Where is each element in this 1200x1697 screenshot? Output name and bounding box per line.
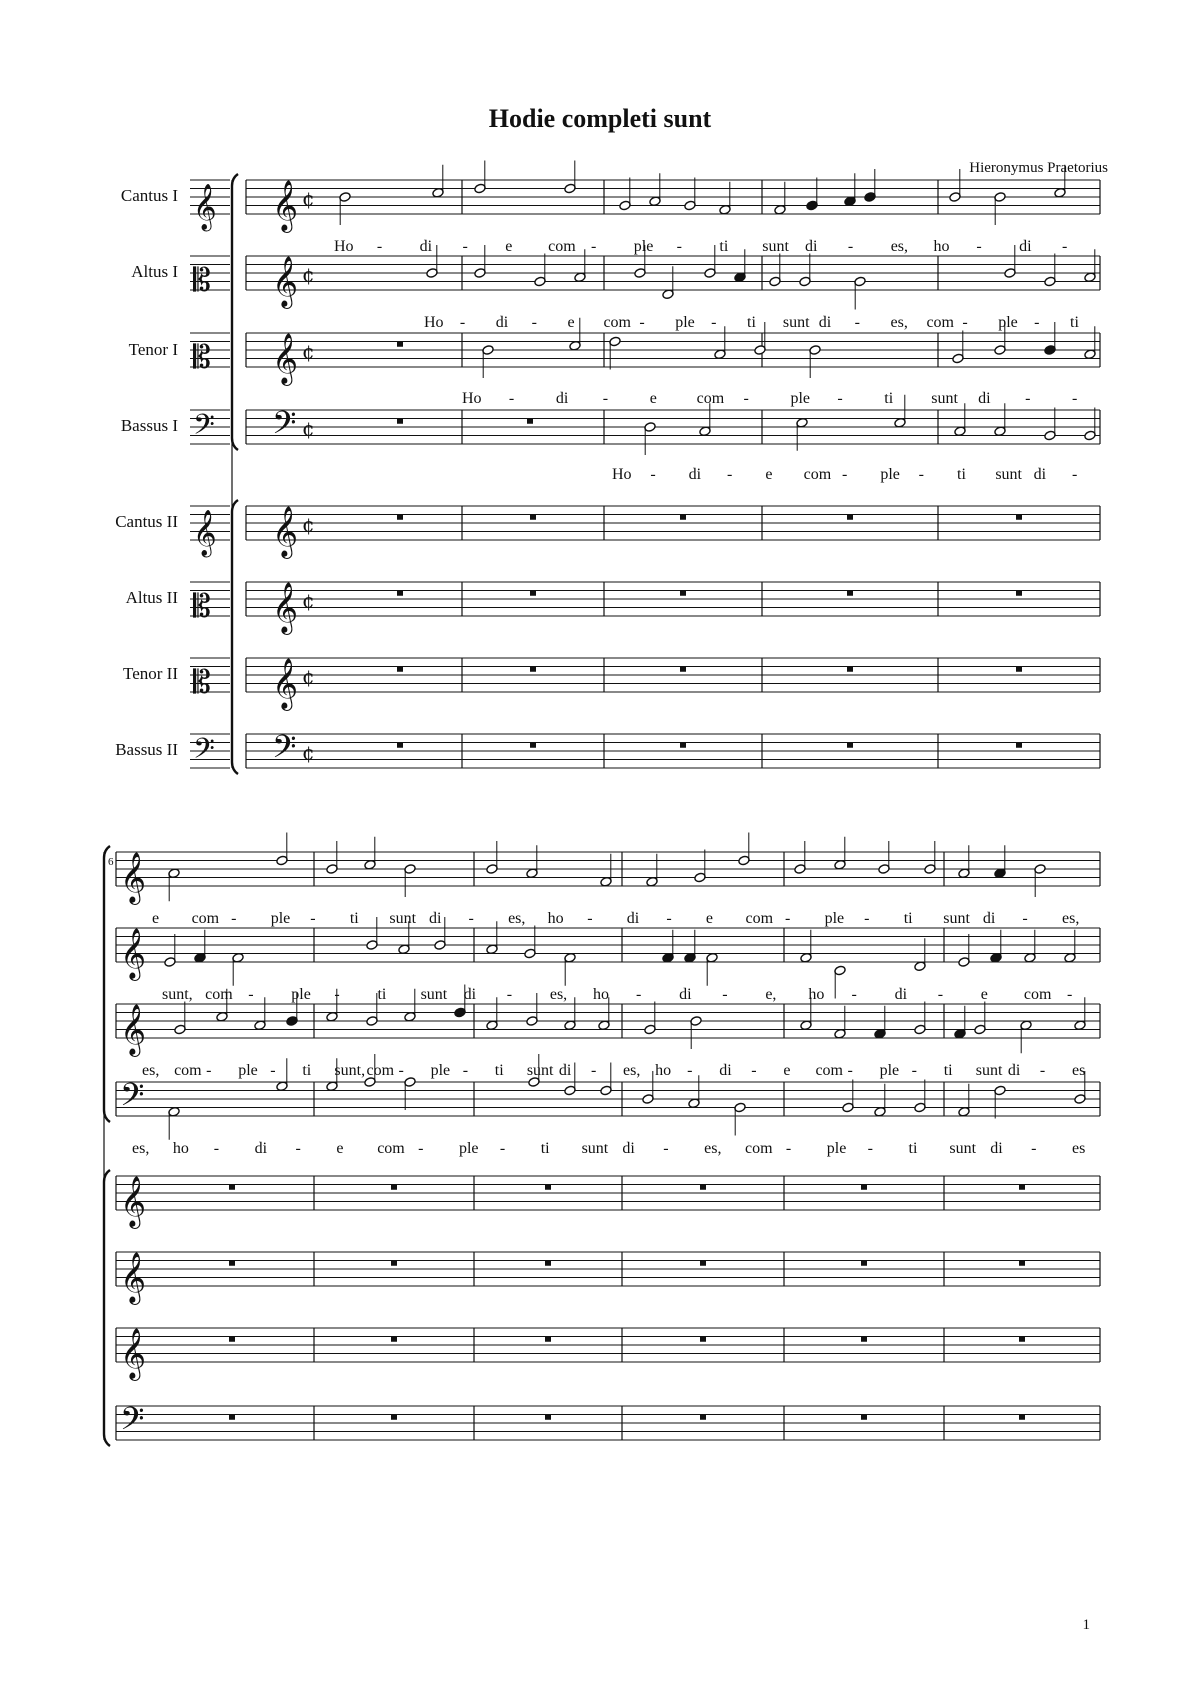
lyric-bassus-1-syllable: - <box>418 1140 424 1157</box>
clef: 𝄞 <box>272 506 299 557</box>
lyric-cantus-1-syllable: di <box>626 910 640 927</box>
lyric-cantus-1-syllable: - <box>590 238 597 255</box>
lyric-cantus-1-syllable: di <box>805 238 818 255</box>
measure-rest <box>229 1337 235 1342</box>
lyric-bassus-1-syllable: - <box>867 1140 873 1157</box>
lyric-cantus-1-syllable: - <box>666 910 672 927</box>
lyric-bassus-1-syllable: - <box>1072 466 1078 483</box>
lyric-cantus-1-syllable: ple <box>270 910 291 927</box>
lyric-bassus-1-syllable: com <box>745 1140 773 1157</box>
lyric-cantus-1-syllable: ple <box>633 238 654 255</box>
clef: 𝄞 <box>272 256 299 307</box>
instrument-label-tenor-1: Tenor I <box>128 340 178 359</box>
time-signature: ¢ <box>302 339 315 364</box>
measure-rest <box>391 1415 397 1420</box>
instrument-label-bassus-2: Bassus II <box>115 740 178 759</box>
lyric-tenor-1-syllable: - <box>837 390 843 407</box>
lyric-tenor-1-syllable: ti <box>884 390 894 407</box>
lyric-cantus-1-syllable: e <box>152 910 160 927</box>
lyric-tenor-1-syllable: - <box>743 390 749 407</box>
lyric-tenor-1-syllable: Ho <box>462 390 482 407</box>
lyric-cantus-1-syllable: sunt <box>943 910 970 927</box>
incipit-clef: 𝄡 <box>193 338 211 376</box>
lyric-cantus-1-syllable: ho <box>933 238 950 255</box>
lyric-tenor-1-syllable: di <box>558 1062 572 1079</box>
lyric-tenor-1-syllable: - <box>1039 1062 1046 1079</box>
measure-rest <box>397 743 403 748</box>
lyric-bassus-1-syllable: ti <box>908 1140 918 1157</box>
lyric-cantus-1-syllable: ti <box>719 238 729 255</box>
measure-rest <box>530 515 536 520</box>
measure-rest <box>545 1415 551 1420</box>
lyric-tenor-1-syllable: ple <box>790 390 810 407</box>
lyric-altus-1-syllable: di <box>679 986 692 1003</box>
group-bracket <box>104 1170 110 1446</box>
lyric-altus-1-syllable: di <box>495 314 509 331</box>
lyric-bassus-1-syllable: ho <box>172 1140 189 1157</box>
lyric-altus-1-syllable: - <box>851 986 857 1003</box>
measure-rest <box>1019 1415 1025 1420</box>
clef: 𝄞 <box>120 1252 147 1303</box>
page-number: 1 <box>1082 1617 1090 1633</box>
measure-rest <box>530 743 536 748</box>
measure-rest <box>1019 1261 1025 1266</box>
lyric-bassus-1-syllable: com <box>377 1140 405 1157</box>
lyric-tenor-1-syllable: - <box>687 1062 693 1079</box>
clef: 𝄞 <box>272 180 299 231</box>
lyric-tenor-1-syllable: di <box>978 390 991 407</box>
lyric-tenor-1-syllable: - <box>206 1062 212 1079</box>
lyric-altus-1-syllable: com <box>205 986 233 1003</box>
lyric-bassus-1-syllable: ti <box>957 466 966 483</box>
lyric-tenor-1-syllable: sunt, <box>334 1062 366 1079</box>
instrument-label-tenor-2: Tenor II <box>123 664 178 683</box>
lyric-tenor-1-syllable: - <box>508 390 515 407</box>
lyric-bassus-1-syllable: ple <box>458 1140 479 1157</box>
lyric-altus-1-syllable: ple <box>998 314 1018 331</box>
measure-rest <box>397 591 403 596</box>
lyric-bassus-1-syllable: - <box>727 466 733 483</box>
measure-rest <box>1016 591 1022 596</box>
lyric-tenor-1-syllable: - <box>270 1062 276 1079</box>
measure-rest <box>527 419 533 424</box>
measure-rest <box>680 591 686 596</box>
lyric-cantus-1-syllable: - <box>676 238 682 255</box>
measure-rest <box>545 1261 551 1266</box>
lyric-tenor-1-syllable: ple <box>238 1062 258 1079</box>
measure-rest <box>1016 515 1022 520</box>
measure-rest <box>391 1185 397 1190</box>
lyric-tenor-1-syllable: - <box>751 1062 757 1079</box>
lyric-cantus-1-syllable: com <box>191 910 220 927</box>
measure-rest <box>847 667 853 672</box>
lyric-altus-1-syllable: di <box>894 986 908 1003</box>
lyric-altus-1-syllable: - <box>636 986 642 1003</box>
lyric-altus-1-syllable: - <box>1067 986 1073 1003</box>
lyric-cantus-1-syllable: e <box>505 238 513 255</box>
instrument-label-altus-1: Altus I <box>131 262 178 281</box>
lyric-tenor-1-syllable: com <box>815 1062 843 1079</box>
lyric-tenor-1-syllable: - <box>398 1062 404 1079</box>
incipit-clef: 𝄞 <box>193 510 217 556</box>
lyric-bassus-1-syllable: Ho <box>612 466 632 483</box>
lyric-altus-1-syllable: di <box>463 986 477 1003</box>
lyric-altus-1-syllable: - <box>531 314 537 331</box>
lyric-tenor-1-syllable: ho <box>655 1062 672 1079</box>
lyric-cantus-1-syllable: e <box>705 910 714 927</box>
measure-rest <box>861 1261 867 1266</box>
clef: 𝄞 <box>120 928 147 979</box>
lyric-bassus-1-syllable: di <box>1033 466 1047 483</box>
lyric-tenor-1-syllable: sunt <box>975 1062 1003 1079</box>
measure-rest <box>700 1261 706 1266</box>
lyric-bassus-1-syllable: ple <box>826 1140 847 1157</box>
measure-rest <box>1016 667 1022 672</box>
lyric-cantus-1-syllable: - <box>376 238 383 255</box>
lyric-altus-1-syllable: ti <box>1070 314 1079 331</box>
lyric-altus-1-syllable: - <box>459 314 466 331</box>
lyric-cantus-1-syllable: ple <box>824 910 845 927</box>
clef: 𝄞 <box>272 658 299 709</box>
lyric-bassus-1-syllable: sunt <box>949 1140 977 1157</box>
lyric-altus-1-syllable: - <box>722 986 728 1003</box>
measure-rest <box>391 1337 397 1342</box>
lyric-bassus-1-syllable: ti <box>540 1140 550 1157</box>
measure-rest <box>530 591 536 596</box>
lyric-altus-1-syllable: ple <box>291 986 311 1003</box>
lyric-tenor-1-syllable: com <box>696 390 725 407</box>
lyric-tenor-1-syllable: - <box>1025 390 1031 407</box>
lyric-bassus-1-syllable: - <box>785 1140 792 1157</box>
incipit-clef: 𝄢 <box>193 408 215 449</box>
lyric-tenor-1-syllable: ti <box>494 1062 504 1079</box>
lyric-cantus-1-syllable: di <box>1019 238 1032 255</box>
piece-title: Hodie completi sunt <box>488 104 712 133</box>
lyric-cantus-1-syllable: - <box>847 238 854 255</box>
measure-rest <box>397 342 403 347</box>
lyric-bassus-1-syllable: e <box>336 1140 344 1157</box>
lyric-tenor-1-syllable: es, <box>623 1062 641 1079</box>
lyric-cantus-1-syllable: - <box>231 910 237 927</box>
incipit-clef: 𝄡 <box>193 261 211 299</box>
measure-rest <box>229 1185 235 1190</box>
lyric-tenor-1-syllable: - <box>590 1062 597 1079</box>
lyric-cantus-1-syllable: ti <box>903 910 913 927</box>
lyric-tenor-1-syllable: com <box>174 1062 202 1079</box>
measure-rest <box>847 515 853 520</box>
lyric-altus-1-syllable: Ho <box>424 314 444 331</box>
lyric-cantus-1-syllable: - <box>785 910 791 927</box>
lyric-bassus-1-syllable: - <box>499 1140 506 1157</box>
measure-rest <box>391 1261 397 1266</box>
lyric-bassus-1-syllable: di <box>254 1140 268 1157</box>
instrument-label-cantus-1: Cantus I <box>120 186 178 205</box>
instrument-label-altus-2: Altus II <box>125 588 178 607</box>
lyric-tenor-1-syllable: di <box>555 390 569 407</box>
lyric-tenor-1-syllable: com <box>366 1062 395 1079</box>
lyric-cantus-1-syllable: Ho <box>334 238 354 255</box>
measure-rest <box>545 1337 551 1342</box>
clef: 𝄞 <box>120 1004 147 1055</box>
lyric-tenor-1-syllable: di <box>1007 1062 1021 1079</box>
lyric-altus-1-syllable: sunt <box>420 986 448 1003</box>
instrument-label-bassus-1: Bassus I <box>120 416 178 435</box>
measure-rest <box>545 1185 551 1190</box>
lyric-bassus-1-syllable: e <box>765 466 773 483</box>
incipit-clef: 𝄡 <box>193 587 211 625</box>
lyric-altus-1-syllable: - <box>506 986 513 1003</box>
composer-name: Hieronymus Praetorius <box>969 160 1108 176</box>
measure-rest <box>397 419 403 424</box>
lyric-tenor-1-syllable: - <box>847 1062 853 1079</box>
measure-rest <box>680 743 686 748</box>
lyric-tenor-1-syllable: es, <box>142 1062 160 1079</box>
lyric-cantus-1-syllable: - <box>1022 910 1028 927</box>
group-bracket <box>232 174 238 450</box>
lyric-altus-1-syllable: sunt, <box>162 986 193 1003</box>
lyric-bassus-1-syllable: es <box>1072 1140 1086 1157</box>
lyric-bassus-1-syllable: - <box>295 1140 301 1157</box>
lyric-cantus-1-syllable: es, <box>890 238 909 255</box>
lyric-altus-1-syllable: - <box>937 986 944 1003</box>
lyric-cantus-1-syllable: ti <box>349 910 359 927</box>
measure-rest <box>861 1185 867 1190</box>
time-signature: ¢ <box>302 416 315 441</box>
clef: 𝄞 <box>120 1328 147 1379</box>
lyric-cantus-1-syllable: sunt <box>389 910 417 927</box>
lyric-cantus-1-syllable: - <box>310 910 316 927</box>
time-signature: ¢ <box>302 186 315 211</box>
measure-rest <box>397 515 403 520</box>
lyric-bassus-1-syllable: sunt <box>581 1140 609 1157</box>
lyric-tenor-1-syllable: ple <box>430 1062 451 1079</box>
lyric-cantus-1-syllable: ho <box>547 910 564 927</box>
lyric-cantus-1-syllable: com <box>745 910 774 927</box>
lyric-bassus-1-syllable: - <box>650 466 656 483</box>
lyric-bassus-1-syllable: - <box>1031 1140 1037 1157</box>
measure-rest <box>700 1337 706 1342</box>
lyric-altus-1-syllable: di <box>818 314 832 331</box>
lyric-bassus-1-syllable: - <box>213 1140 220 1157</box>
measure-rest <box>861 1337 867 1342</box>
clef: 𝄞 <box>120 1176 147 1227</box>
measure-rest <box>229 1415 235 1420</box>
lyric-cantus-1-syllable: di <box>982 910 996 927</box>
lyric-tenor-1-syllable: es <box>1072 1062 1086 1079</box>
lyric-cantus-1-syllable: es, <box>508 910 526 927</box>
lyric-altus-1-syllable: e <box>567 314 575 331</box>
lyric-altus-1-syllable: ple <box>675 314 695 331</box>
lyric-bassus-1-syllable: sunt <box>995 466 1022 483</box>
lyric-tenor-1-syllable: e <box>783 1062 791 1079</box>
measure-rest <box>1019 1337 1025 1342</box>
measure-rest <box>847 743 853 748</box>
lyric-altus-1-syllable: - <box>854 314 860 331</box>
lyric-altus-1-syllable: - <box>1034 314 1040 331</box>
lyric-tenor-1-syllable: - <box>602 390 609 407</box>
clef: 𝄞 <box>272 333 299 384</box>
lyric-altus-1-syllable: com <box>603 314 631 331</box>
time-signature: ¢ <box>302 740 315 765</box>
group-bracket <box>232 500 238 774</box>
lyric-altus-1-syllable: - <box>962 314 968 331</box>
measure-rest <box>847 591 853 596</box>
lyric-cantus-1-syllable: sunt <box>762 238 789 255</box>
lyric-tenor-1-syllable: ple <box>879 1062 900 1079</box>
lyric-bassus-1-syllable: com <box>803 466 832 483</box>
lyric-altus-1-syllable: - <box>711 314 717 331</box>
lyric-tenor-1-syllable: e <box>649 390 657 407</box>
clef: 𝄞 <box>272 582 299 633</box>
time-signature: ¢ <box>302 512 315 537</box>
lyric-bassus-1-syllable: es, <box>704 1140 722 1157</box>
lyric-tenor-1-syllable: - <box>1072 390 1078 407</box>
lyric-altus-1-syllable: es, <box>549 986 568 1003</box>
lyric-tenor-1-syllable: sunt <box>931 390 958 407</box>
clef: 𝄞 <box>120 852 147 903</box>
time-signature: ¢ <box>302 588 315 613</box>
lyric-cantus-1-syllable: - <box>1062 238 1068 255</box>
measure-rest <box>700 1185 706 1190</box>
lyric-cantus-1-syllable: com <box>548 238 576 255</box>
lyric-tenor-1-syllable: - <box>462 1062 469 1079</box>
lyric-bassus-1-syllable: di <box>990 1140 1003 1157</box>
measure-rest <box>1016 743 1022 748</box>
lyric-cantus-1-syllable: - <box>976 238 982 255</box>
lyric-bassus-1-syllable: ple <box>880 466 900 483</box>
incipit-clef: 𝄡 <box>193 663 211 701</box>
measure-rest <box>1019 1185 1025 1190</box>
lyric-bassus-1-syllable: - <box>918 466 924 483</box>
lyric-altus-1-syllable: ti <box>747 314 756 331</box>
lyric-cantus-1-syllable: di <box>419 238 433 255</box>
measure-rest <box>700 1415 706 1420</box>
lyric-cantus-1-syllable: - <box>587 910 593 927</box>
group-bracket <box>104 846 110 1122</box>
lyric-altus-1-syllable: - <box>639 314 645 331</box>
lyric-altus-1-syllable: e, <box>765 986 777 1003</box>
incipit-clef: 𝄢 <box>193 732 215 773</box>
incipit-clef: 𝄞 <box>193 184 217 230</box>
lyric-altus-1-syllable: es, <box>890 314 908 331</box>
lyric-altus-1-syllable: ho <box>592 986 609 1003</box>
lyric-bassus-1-syllable: di <box>622 1140 635 1157</box>
lyric-bassus-1-syllable: - <box>842 466 848 483</box>
clef: 𝄢 <box>120 1400 145 1445</box>
instrument-label-cantus-2: Cantus II <box>115 512 178 531</box>
lyric-cantus-1-syllable: - <box>462 238 468 255</box>
lyric-cantus-1-syllable: di <box>428 910 442 927</box>
clef: 𝄢 <box>272 404 297 449</box>
lyric-altus-1-syllable: - <box>334 986 340 1003</box>
lyric-bassus-1-syllable: di <box>688 466 702 483</box>
lyric-tenor-1-syllable: sunt <box>526 1062 554 1079</box>
measure-rest <box>229 1261 235 1266</box>
measure-rest <box>397 667 403 672</box>
lyric-tenor-1-syllable: ti <box>302 1062 312 1079</box>
measure-rest <box>861 1415 867 1420</box>
lyric-bassus-1-syllable: - <box>663 1140 669 1157</box>
measure-rest <box>530 667 536 672</box>
lyric-cantus-1-syllable: es, <box>1062 910 1080 927</box>
lyric-altus-1-syllable: com <box>926 314 954 331</box>
lyric-tenor-1-syllable: ti <box>943 1062 953 1079</box>
lyric-altus-1-syllable: com <box>1023 986 1052 1003</box>
measure-rest <box>680 667 686 672</box>
time-signature: ¢ <box>302 664 315 689</box>
clef: 𝄢 <box>272 728 297 773</box>
measure-number: 6 <box>108 856 114 868</box>
lyric-altus-1-syllable: sunt <box>782 314 810 331</box>
lyric-cantus-1-syllable: - <box>864 910 870 927</box>
time-signature: ¢ <box>302 262 315 287</box>
lyric-tenor-1-syllable: di <box>719 1062 732 1079</box>
lyric-tenor-1-syllable: - <box>911 1062 917 1079</box>
clef: 𝄢 <box>120 1076 145 1121</box>
lyric-cantus-1-syllable: - <box>468 910 474 927</box>
lyric-altus-1-syllable: - <box>248 986 254 1003</box>
lyric-bassus-1-syllable: es, <box>132 1140 150 1157</box>
lyric-altus-1-syllable: e <box>980 986 988 1003</box>
lyric-altus-1-syllable: ti <box>377 986 387 1003</box>
measure-rest <box>680 515 686 520</box>
lyric-altus-1-syllable: ho <box>808 986 825 1003</box>
